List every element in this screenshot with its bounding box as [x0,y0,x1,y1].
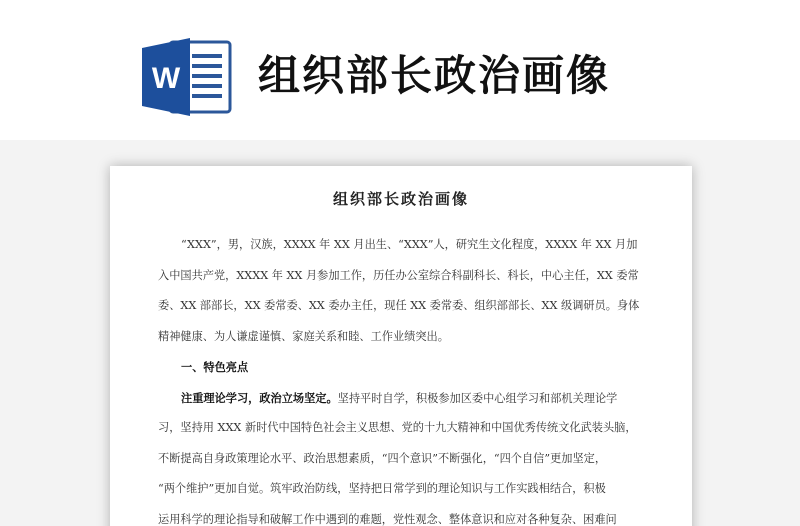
svg-text:W: W [151,62,181,95]
paragraph-line: “XXX”，男，汉族，XXXX 年 XX 月出生、“XXX”人，研究生文化程度，XXXX 年 XX 月加 [181,238,638,251]
section-heading: 一、特色亮点 [181,360,249,374]
document-title: 组织部长政治画像 [332,190,469,208]
paragraph-line: 习，坚持用 XXX 新时代中国特色社会主义思想、党的十九大精神和中国优秀传统文化武装头脑， [158,421,637,434]
paragraph-line [158,383,646,414]
word-document-icon [140,36,232,118]
paragraph-line: “两个维护”更加自觉。筑牢政治防线，坚持把日常学到的理论知识与工作实践相结合，积极 [158,482,606,495]
paragraph-line: 委、XX 部部长，XX 委常委、XX 委办主任，现任 XX 委常委、组织部部长、XX 级调研员。身体 [158,299,640,312]
paragraph-line: 不断提高自身政策理论水平、政治思想素质，“四个意识”不断强化，“四个自信”更加坚定， [158,451,607,465]
bold-lead: 注重理论学习，政治立场坚定。 [181,390,338,405]
document-page [110,166,692,526]
paragraph-text: 坚持平时自学，积极参加区委中心组学习和部机关理论学 [337,391,618,405]
header-title: 组织部长政治画像 [258,51,611,100]
paragraph-line: 入中国共产党，XXXX 年 XX 月参加工作，历任办公室综合科副科长、科长，中心主任，XX 委常 [158,268,639,282]
header-banner [0,0,800,140]
document-body [158,230,646,526]
paragraph-line: 运用科学的理论指导和破解工作中遇到的难题，党性观念、整体意识和应对各种复杂、困难问 [158,512,617,526]
paragraph-line: 精神健康、为人谦虚谨慎、家庭关系和睦、工作业绩突出。 [158,329,449,343]
